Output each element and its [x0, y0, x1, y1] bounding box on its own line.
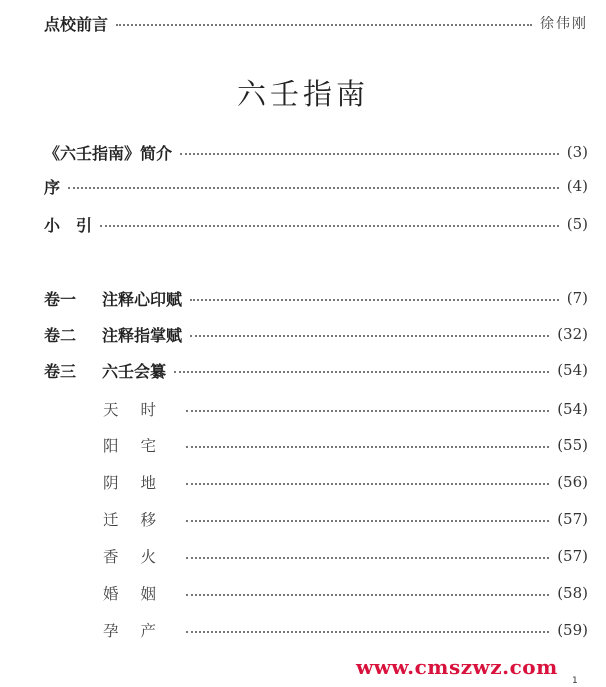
page-number: (59) [557, 621, 588, 639]
preface-row[interactable] [44, 10, 588, 36]
author-name: 徐伟刚 [540, 16, 588, 32]
toc-subentry-label: 孕产 [103, 622, 179, 640]
volume-label: 卷三 [44, 361, 77, 381]
page-number: (32) [557, 325, 588, 343]
leader-dots [186, 446, 549, 448]
toc-entry-label: 六壬会纂 [102, 361, 167, 381]
page-number: (56) [557, 473, 588, 491]
leader-dots [186, 410, 549, 412]
toc-entry-label: 注释心印赋 [102, 289, 183, 309]
page-number: (54) [557, 361, 588, 379]
leader-dots [180, 153, 559, 155]
toc-entry-label: 小 引 [44, 215, 93, 235]
page-number: (5) [566, 215, 588, 233]
preface-label: 点校前言 [44, 14, 109, 34]
toc-entry-preface[interactable] [44, 173, 588, 199]
page-number: (57) [557, 510, 588, 528]
leader-dots [174, 371, 549, 373]
toc-subentry-label: 婚姻 [103, 585, 179, 603]
toc-subentry-label: 阴地 [103, 474, 179, 492]
toc-subentry[interactable] [103, 469, 588, 495]
toc-subentry-label: 阳宅 [103, 437, 179, 455]
leader-dots [186, 594, 549, 596]
toc-subentry-label: 天时 [103, 401, 179, 419]
leader-dots [186, 520, 549, 522]
leader-dots [116, 24, 532, 26]
leader-dots [190, 299, 559, 301]
page-number: (3) [566, 143, 588, 161]
toc-entry-volume-2[interactable] [44, 321, 588, 347]
leader-dots [186, 557, 549, 559]
leader-dots [68, 187, 559, 189]
toc-entry-foreword[interactable] [44, 211, 588, 237]
toc-subentry[interactable] [103, 396, 588, 422]
toc-subentry[interactable] [103, 617, 588, 643]
toc-subentry-label: 香火 [103, 548, 179, 566]
page-number: (57) [557, 547, 588, 565]
leader-dots [186, 483, 549, 485]
toc-subentry-label: 迁移 [103, 511, 179, 529]
toc-entry-volume-1[interactable] [44, 285, 588, 311]
page-number: (58) [557, 584, 588, 602]
watermark-text: www.cmszwz.com [356, 655, 558, 679]
page-folio: 1 [572, 676, 578, 686]
page-number: (7) [566, 289, 588, 307]
leader-dots [100, 225, 559, 227]
volume-label: 卷二 [44, 325, 77, 345]
page-number: (4) [566, 177, 588, 195]
leader-dots [186, 631, 549, 633]
volume-label: 卷一 [44, 289, 77, 309]
toc-entry-label: 《六壬指南》简介 [44, 143, 173, 163]
page-number: (54) [557, 400, 588, 418]
toc-subentry[interactable] [103, 543, 588, 569]
toc-entry-volume-3[interactable] [44, 357, 588, 383]
page-number: (55) [557, 436, 588, 454]
toc-subentry[interactable] [103, 432, 588, 458]
toc-subentry[interactable] [103, 580, 588, 606]
toc-entry-label: 注释指掌赋 [102, 325, 183, 345]
toc-entry-intro[interactable] [44, 139, 588, 165]
leader-dots [190, 335, 549, 337]
toc-entry-label: 序 [44, 177, 61, 197]
book-title: 六壬指南 [236, 77, 369, 111]
toc-subentry[interactable] [103, 506, 588, 532]
